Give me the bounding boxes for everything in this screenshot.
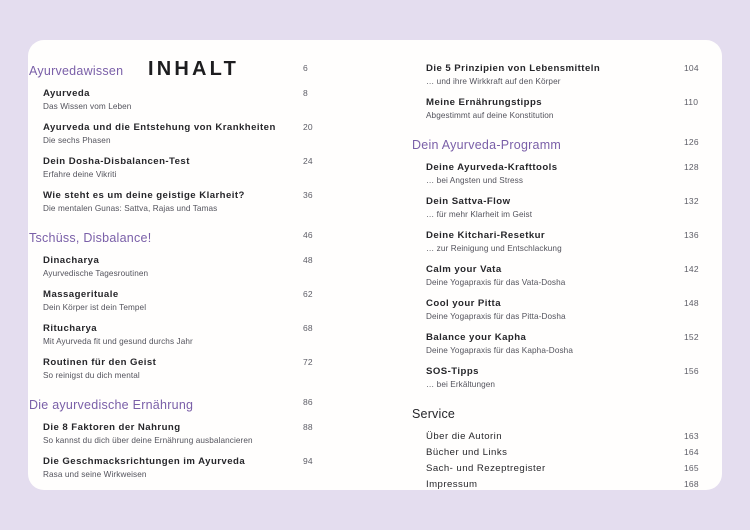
toc-entry[interactable] (412, 446, 699, 459)
toc-entry-title: Dein Sattva-Flow (426, 196, 511, 207)
toc-entry[interactable] (412, 229, 699, 255)
toc-entry-title: Balance your Kapha (426, 332, 527, 343)
toc-entry-page-number: 36 (303, 190, 313, 200)
toc-entry[interactable] (29, 356, 329, 382)
toc-entry-page-number: 152 (684, 332, 699, 342)
toc-entry-title: Bücher und Links (426, 447, 508, 458)
toc-entry-title: Calm your Vata (426, 264, 502, 275)
toc-entry-title: Dein Dosha-Disbalancen-Test (43, 156, 190, 167)
toc-entry[interactable] (29, 421, 329, 447)
toc-entry-subtitle: So kannst du dich über deine Ernährung ausbalancieren (43, 436, 253, 445)
toc-entry[interactable] (29, 155, 329, 181)
toc-entry-subtitle: Deine Yogapraxis für das Kapha-Dosha (426, 346, 573, 355)
toc-entry-page-number: 8 (303, 88, 308, 98)
toc-section (412, 136, 699, 391)
toc-entry[interactable] (412, 297, 699, 323)
toc-section (412, 405, 699, 491)
toc-section-page-number: 46 (303, 230, 313, 240)
toc-entry-page-number: 132 (684, 196, 699, 206)
toc-entry-subtitle: … bei Erkältungen (426, 380, 496, 389)
toc-entry-page-number: 168 (684, 479, 699, 489)
toc-section-heading[interactable] (412, 136, 699, 154)
toc-section-page-number: 6 (303, 63, 308, 73)
toc-entry-title: Massagerituale (43, 289, 119, 300)
toc-column-right (412, 62, 699, 494)
toc-entry[interactable] (29, 322, 329, 348)
toc-entry-page-number: 68 (303, 323, 313, 333)
toc-section-heading-label: Service (412, 407, 456, 421)
toc-entry[interactable] (412, 263, 699, 289)
toc-entry-page-number: 72 (303, 357, 313, 367)
toc-section (29, 229, 329, 382)
toc-entry-page-number: 163 (684, 431, 699, 441)
toc-entry-title: Ayurveda und die Entstehung von Krankheiten (43, 122, 276, 133)
toc-entry-page-number: 94 (303, 456, 313, 466)
toc-column-left (29, 62, 329, 481)
toc-entry-subtitle: Rasa und seine Wirkweisen (43, 470, 147, 479)
toc-entry-title: Sach- und Rezeptregister (426, 463, 546, 474)
toc-entry-page-number: 156 (684, 366, 699, 376)
toc-entry-title: Routinen für den Geist (43, 357, 157, 368)
toc-entry-subtitle: Die mentalen Gunas: Sattva, Rajas und Tamas (43, 204, 218, 213)
toc-entry-title: Die Geschmacksrichtungen im Ayurveda (43, 456, 246, 467)
toc-entry-title: Ritucharya (43, 323, 98, 334)
toc-entry-subtitle: … bei Angsten und Stress (426, 176, 524, 185)
toc-section-heading[interactable] (29, 229, 329, 247)
toc-entry-subtitle: Dein Körper ist dein Tempel (43, 303, 147, 312)
toc-section-page-number: 86 (303, 397, 313, 407)
toc-entry[interactable] (412, 365, 699, 391)
toc-entry[interactable] (412, 462, 699, 475)
toc-entry[interactable] (29, 254, 329, 280)
toc-entry-page-number: 110 (684, 97, 699, 107)
toc-entry-subtitle: Mit Ayurveda fit und gesund durchs Jahr (43, 337, 193, 346)
toc-entry-page-number: 104 (684, 63, 699, 73)
page-title: INHALT (148, 58, 240, 80)
toc-section-heading[interactable] (412, 405, 694, 423)
toc-section-heading-label: Tschüss, Disbalance! (29, 231, 152, 245)
toc-entry[interactable] (412, 161, 699, 187)
toc-section-heading-label: Dein Ayurveda-Programm (412, 138, 562, 152)
toc-entry-page-number: 148 (684, 298, 699, 308)
toc-entry-title: Impressum (426, 479, 478, 490)
toc-section (29, 396, 329, 481)
toc-section (412, 62, 699, 122)
toc-entry-title: Wie steht es um deine geistige Klarheit? (43, 190, 245, 201)
toc-entry-subtitle: Die sechs Phasen (43, 136, 111, 145)
toc-section-heading-label: Ayurvedawissen (29, 64, 124, 78)
toc-entry-title: Cool your Pitta (426, 298, 501, 309)
toc-entry[interactable] (412, 62, 699, 88)
toc-entry-title: Meine Ernährungstipps (426, 97, 543, 108)
toc-entry-page-number: 88 (303, 422, 313, 432)
toc-entry-subtitle: Erfahre deine Vikriti (43, 170, 117, 179)
toc-section-heading-label: Die ayurvedische Ernährung (29, 398, 194, 412)
toc-entry-title: Dinacharya (43, 255, 100, 266)
toc-entry-subtitle: Deine Yogapraxis für das Vata-Dosha (426, 278, 566, 287)
toc-entry[interactable] (29, 189, 329, 215)
toc-entry-page-number: 136 (684, 230, 699, 240)
toc-entry-page-number: 165 (684, 463, 699, 473)
toc-entry-page-number: 128 (684, 162, 699, 172)
toc-entry[interactable] (412, 430, 699, 443)
toc-entry-title: Die 5 Prinzipien von Lebensmitteln (426, 63, 601, 74)
toc-entry-subtitle: Ayurvedische Tagesroutinen (43, 269, 149, 278)
toc-entry-page-number: 48 (303, 255, 313, 265)
toc-entry-title: Über die Autorin (426, 431, 502, 442)
toc-entry-title: Deine Ayurveda-Krafttools (426, 162, 558, 173)
toc-entry-title: Ayurveda (43, 88, 90, 99)
toc-entry[interactable] (412, 331, 699, 357)
toc-entry[interactable] (29, 87, 329, 113)
toc-entry[interactable] (29, 121, 329, 147)
toc-entry-title: SOS-Tipps (426, 366, 479, 377)
toc-entry[interactable] (29, 455, 329, 481)
toc-entry-subtitle: … zur Reinigung und Entschlackung (426, 244, 562, 253)
toc-entry-subtitle: … und ihre Wirkkraft auf den Körper (426, 77, 561, 86)
toc-entry-page-number: 20 (303, 122, 313, 132)
toc-entry-subtitle: Das Wissen vom Leben (43, 102, 132, 111)
toc-entry[interactable] (412, 478, 699, 491)
toc-entry[interactable] (412, 96, 699, 122)
toc-entry-page-number: 62 (303, 289, 313, 299)
toc-section-heading[interactable] (29, 396, 329, 414)
toc-section-heading[interactable] (29, 62, 329, 80)
toc-entry[interactable] (412, 195, 699, 221)
toc-section (29, 62, 329, 215)
toc-section-page-number: 126 (684, 137, 699, 147)
toc-entry-subtitle: … für mehr Klarheit im Geist (426, 210, 533, 219)
toc-entry-subtitle: Abgestimmt auf deine Konstitution (426, 111, 554, 120)
toc-entry-title: Die 8 Faktoren der Nahrung (43, 422, 181, 433)
toc-entry-title: Deine Kitchari-Resetkur (426, 230, 546, 241)
toc-entry[interactable] (29, 288, 329, 314)
toc-entry-subtitle: Deine Yogapraxis für das Pitta-Dosha (426, 312, 566, 321)
toc-entry-page-number: 24 (303, 156, 313, 166)
toc-entry-page-number: 142 (684, 264, 699, 274)
toc-entry-subtitle: So reinigst du dich mental (43, 371, 140, 380)
toc-entry-page-number: 164 (684, 447, 699, 457)
